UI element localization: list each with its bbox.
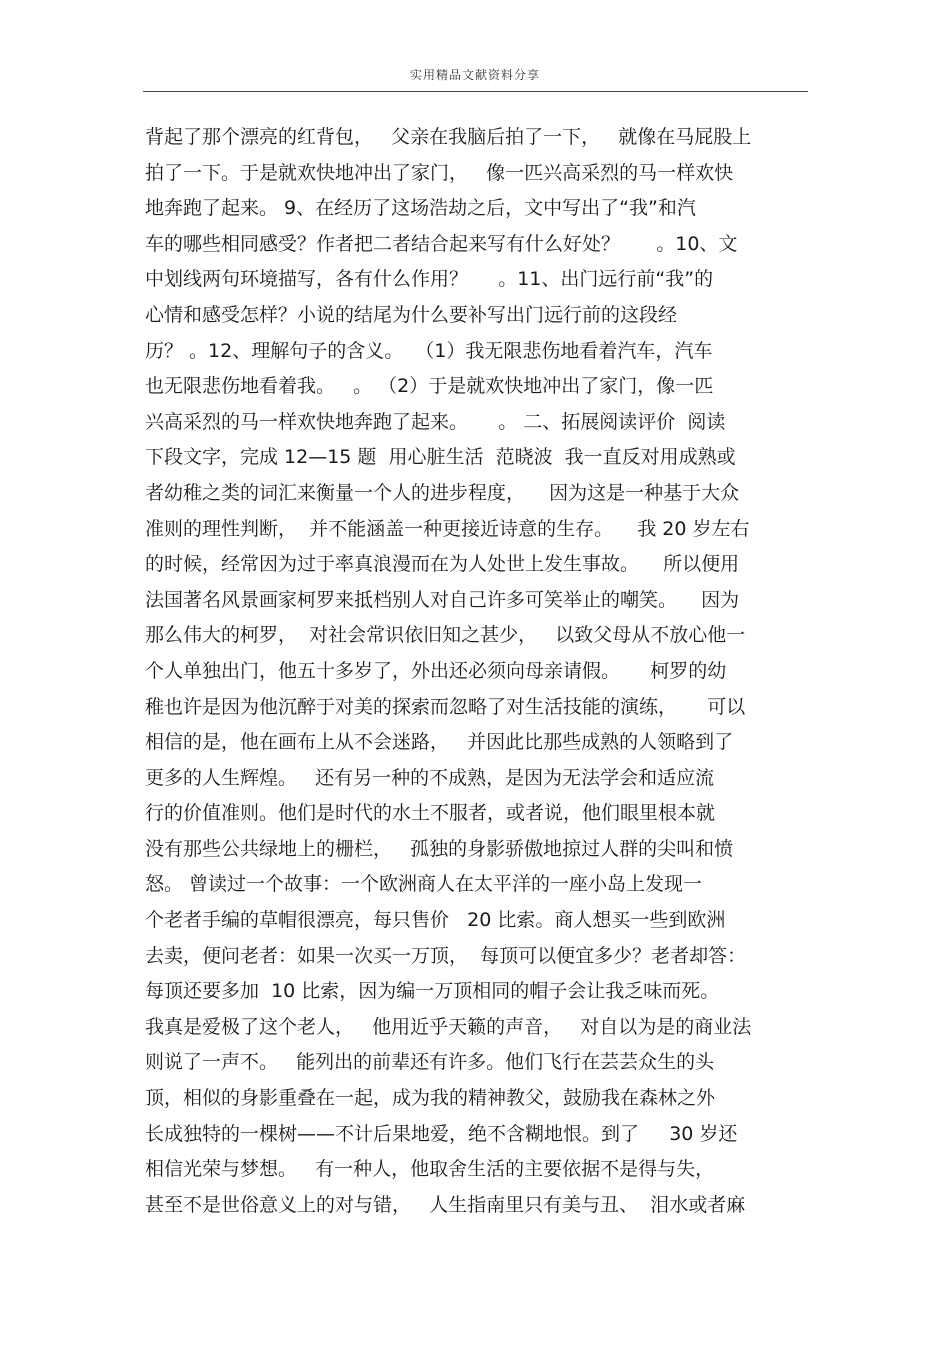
text-line: 相信光荣与梦想。 有一种人，他取舍生活的主要依据不是得与失， xyxy=(145,1158,715,1181)
page-header: 实用精品文献资料分享 xyxy=(409,68,540,82)
text-line: 行的价值准则。他们是时代的水土不服者，或者说，他们眼里根本就 xyxy=(145,802,716,825)
text-line: 去卖，便问老者：如果一次买一万顶， 每顶可以便宜多少？老者却答： xyxy=(145,944,747,967)
text-line: 心情和感受怎样？小说的结尾为什么要补写出门远行前的这段经 xyxy=(145,303,678,326)
text-line: 也无限悲伤地看着我。 。 （2）于是就欢快地冲出了家门，像一匹 xyxy=(145,375,714,398)
text-line: 个人单独出门，他五十多岁了，外出还必须向母亲请假。 柯罗的幼 xyxy=(145,659,727,682)
text-line: 准则的理性判断， 并不能涵盖一种更接近诗意的生存。 我 20 岁左右 xyxy=(145,517,750,540)
text-line: 车的哪些相同感受？作者把二者结合起来写有什么好处？ 。10、文 xyxy=(145,232,738,255)
text-line: 甚至不是世俗意义上的对与错， 人生指南里只有美与丑、 泪水或者麻 xyxy=(145,1193,746,1216)
text-line: 拍了一下。于是就欢快地冲出了家门， 像一匹兴高采烈的马一样欢快 xyxy=(145,161,734,184)
text-line: 长成独特的一棵树——不计后果地爱，绝不含糊地恨。到了 30 岁还 xyxy=(145,1122,738,1145)
text-line: 则说了一声不。 能列出的前辈还有许多。他们飞行在芸芸众生的头 xyxy=(145,1051,715,1074)
document-body xyxy=(145,120,815,1223)
text-line: 每顶还要多加 10 比索，因为编一万顶相同的帽子会让我乏味而死。 xyxy=(145,980,720,1003)
text-line: 怒。 曾读过一个故事：一个欧洲商人在太平洋的一座小岛上发现一 xyxy=(145,873,703,896)
text-line: 兴高采烈的马一样欢快地奔跑了起来。 。 二、拓展阅读评价 阅读 xyxy=(145,410,726,433)
text-line: 的时候，经常因为过于率真浪漫而在为人处世上发生事故。 所以便用 xyxy=(145,553,740,576)
text-line: 中划线两句环境描写，各有什么作用？ 。11、出门远行前“我”的 xyxy=(145,268,714,291)
text-line: 历？ 。12、理解句子的含义。 （1）我无限悲伤地看着汽车，汽车 xyxy=(145,339,713,362)
text-line: 那么伟大的柯罗， 对社会常识依旧知之甚少， 以致父母从不放心他一 xyxy=(145,624,746,647)
text-line: 个老者手编的草帽很漂亮，每只售价 20 比索。商人想买一些到欧洲 xyxy=(145,909,726,932)
header-divider xyxy=(143,91,808,92)
text-line: 顶，相似的身影重叠在一起，成为我的精神教父，鼓励我在森林之外 xyxy=(145,1087,716,1110)
text-line: 背起了那个漂亮的红背包， 父亲在我脑后拍了一下， 就像在马屁股上 xyxy=(145,126,752,148)
text-line: 法国著名风景画家柯罗来抵档别人对自己许多可笑举止的嘲笑。 因为 xyxy=(145,588,740,611)
text-line: 者幼稚之类的词汇来衡量一个人的进步程度， 因为这是一种基于大众 xyxy=(145,481,740,504)
text-line: 下段文字，完成 12—15 题 用心脏生活 范晓波 我一直反对用成熟或 xyxy=(145,446,736,469)
text-line: 相信的是，他在画布上从不会迷路， 并因此比那些成熟的人领略到了 xyxy=(145,731,734,754)
text-line: 我真是爱极了这个老人， 他用近乎天籁的声音， 对自以为是的商业法 xyxy=(145,1015,752,1038)
text-line: 地奔跑了起来。 9、在经历了这场浩劫之后，文中写出了“我”和汽 xyxy=(145,197,696,220)
text-line: 更多的人生辉煌。 还有另一种的不成熟，是因为无法学会和适应流 xyxy=(145,766,715,789)
text-line: 没有那些公共绿地上的栅栏， 孤独的身影骄傲地掠过人群的尖叫和愤 xyxy=(145,837,734,860)
text-line: 稚也许是因为他沉醉于对美的探索而忽略了对生活技能的演练， 可以 xyxy=(145,695,746,718)
